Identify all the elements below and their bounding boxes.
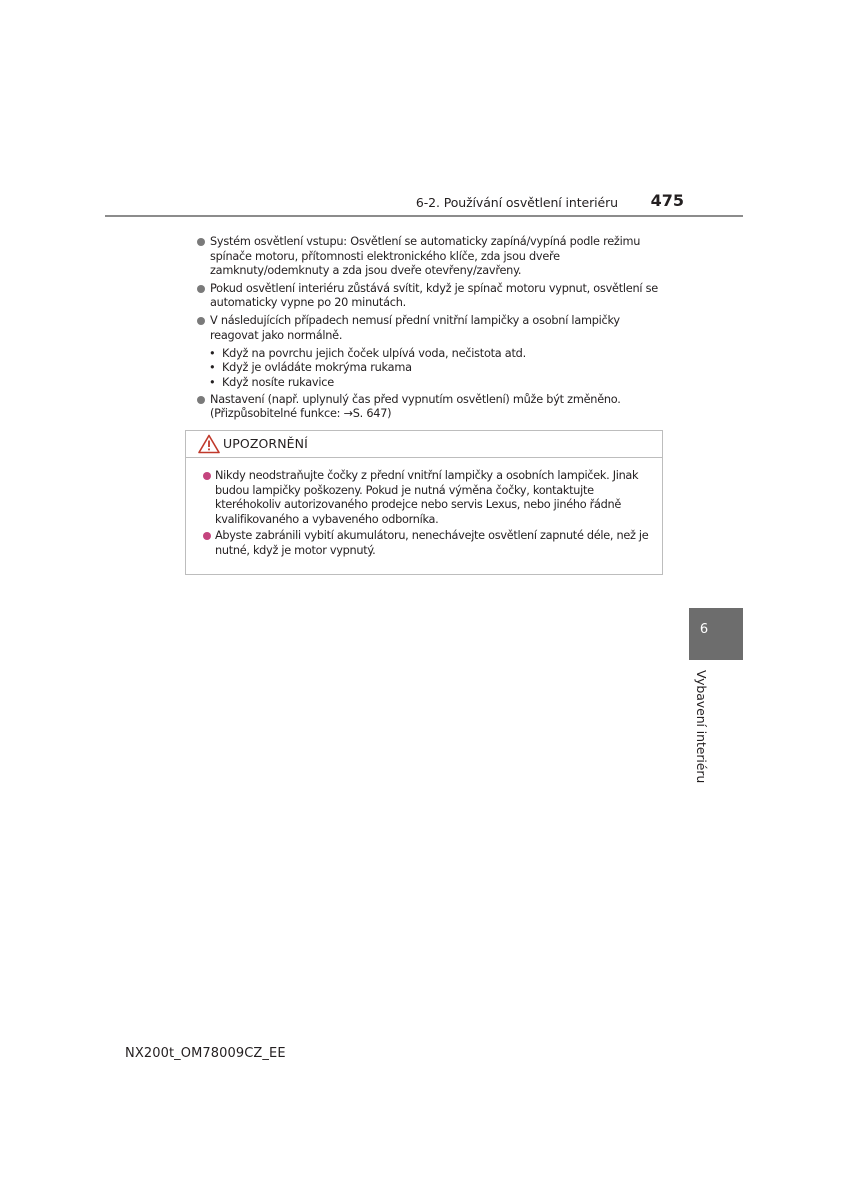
- bullet-icon: [197, 317, 205, 325]
- chapter-tab: [689, 608, 743, 660]
- cross-reference: (Přizpůsobitelné funkce: →S. 647): [210, 407, 392, 421]
- sub-list-item-text: Když na povrchu jejich čoček ulpívá voda, nečistota atd.: [222, 347, 526, 361]
- sub-list-item: [209, 376, 663, 390]
- warning-item-text: Nikdy neodstraňujte čočky z přední vnitřní lampičky a osobních lampiček. Jinak budou lampičky poškozeny. Pokud je nutná výměna čočky, kontaktujte kteréhokoliv autorizovaného prodejce nebo servis Lexus, nebo jiného řádně kvalifikovaného a vybaveného odborníka.: [215, 469, 639, 526]
- list-item: [197, 235, 663, 279]
- list-item: [197, 314, 663, 343]
- list-item-text: V následujících případech nemusí přední vnitřní lampičky a osobní lampičky reagovat jako normálně.: [210, 313, 620, 342]
- chapter-number: 6: [699, 622, 709, 637]
- list-item-text: Systém osvětlení vstupu: Osvětlení se automaticky zapíná/vypíná podle režimu spínače motoru, přítomnosti elektronického klíče, zda jsou dveře zamknuty/odemknuty a zda jsou dveře otevřeny/zavřeny.: [210, 235, 641, 278]
- document-code: NX200t_OM78009CZ_EE: [125, 1046, 286, 1061]
- warning-bullet-icon: [203, 472, 211, 480]
- list-item: [197, 393, 663, 422]
- sub-list: [209, 347, 663, 390]
- main-content: [197, 235, 663, 425]
- small-dot-icon: •: [209, 375, 216, 389]
- warning-item: [203, 529, 661, 558]
- list-item-text: Nastavení (např. uplynulý čas před vypnutím osvětlení) může být změněno.: [210, 392, 621, 406]
- warning-label: UPOZORNĚNÍ: [223, 436, 308, 451]
- sub-list-item-text: Když je ovládáte mokrýma rukama: [222, 361, 412, 375]
- page-number: 475: [650, 191, 684, 210]
- sub-list-item: [209, 361, 663, 375]
- chapter-label: Vybavení interiéru: [694, 670, 709, 784]
- bullet-icon: [197, 396, 205, 404]
- bullet-icon: [197, 238, 205, 246]
- small-dot-icon: •: [209, 347, 216, 361]
- warning-body: [203, 469, 661, 561]
- warning-box: [185, 430, 663, 575]
- warning-triangle-icon: [198, 434, 220, 454]
- header-divider: [105, 215, 743, 217]
- sub-list-item-text: Když nosíte rukavice: [222, 375, 334, 389]
- small-dot-icon: •: [209, 361, 216, 375]
- sub-list-item: [209, 347, 663, 361]
- warning-item-text: Abyste zabránili vybití akumulátoru, nenechávejte osvětlení zapnuté déle, než je nutné, když je motor vypnutý.: [215, 529, 649, 557]
- warning-header: [186, 431, 662, 458]
- warning-bullet-icon: [203, 532, 211, 540]
- list-item-text: Pokud osvětlení interiéru zůstává svítit, když je spínač motoru vypnut, osvětlení se automaticky vypne po 20 minutách.: [210, 281, 658, 310]
- list-item: [197, 282, 663, 311]
- bullet-icon: [197, 285, 205, 293]
- section-title: 6-2. Používání osvětlení interiéru: [415, 195, 618, 210]
- warning-item: [203, 469, 661, 527]
